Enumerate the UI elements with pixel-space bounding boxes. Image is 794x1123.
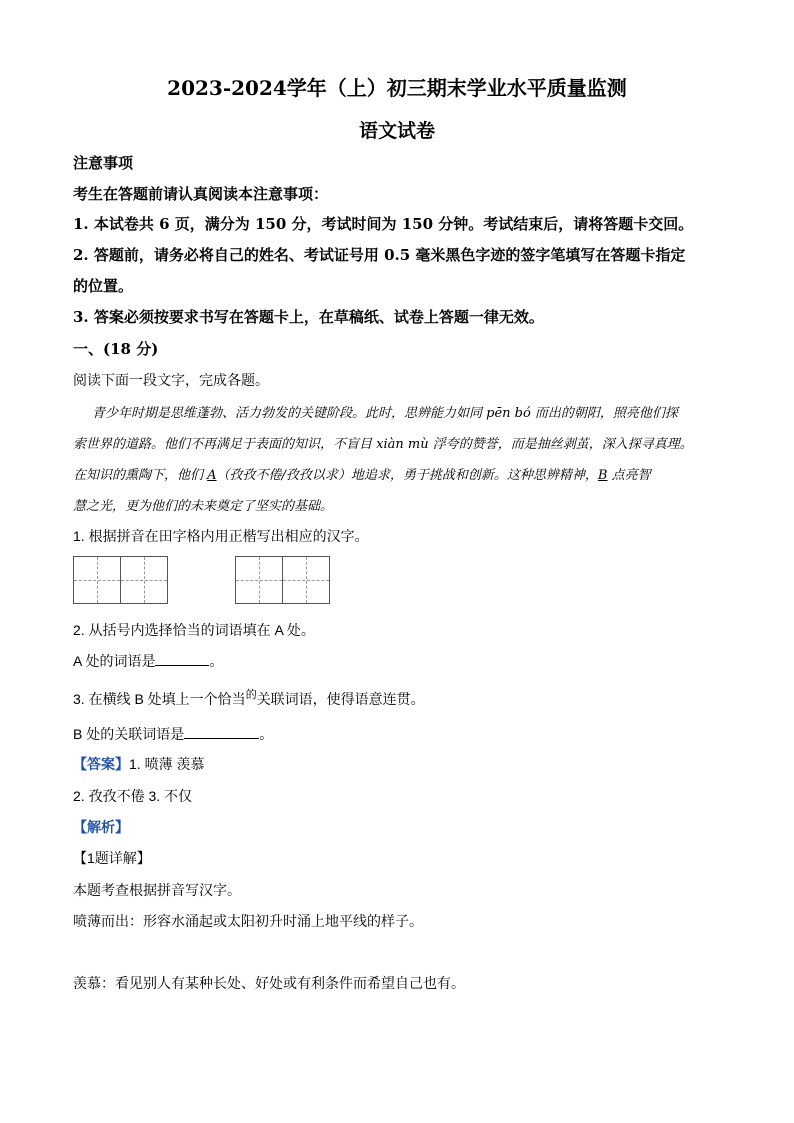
question-3-answer-end: 。 (259, 726, 274, 742)
section-1-instruction: 阅读下面一段文字，完成各题。 (73, 372, 269, 388)
analysis-line-1: 本题考查根据拼音写汉字。 (73, 882, 241, 898)
answer-line-1-text: 1. 喷薄 羡慕 (129, 756, 205, 772)
analysis-q1-detail-label: 【1题详解】 (73, 850, 151, 866)
notice-heading: 注意事项 (73, 154, 134, 172)
question-3-end: 关联词语，使得语意连贯。 (256, 691, 425, 707)
analysis-line-2: 喷薄而出：形容水涌起或太阳初升时涌上地平线的样子。 (73, 913, 423, 929)
section-1-heading: 一、(18 分) (73, 340, 159, 358)
question-3-answer-label: B 处的关联词语是 (73, 726, 185, 742)
question-2-answer-end: 。 (209, 653, 224, 669)
answer-line-2: 2. 孜孜不倦 3. 不仅 (73, 788, 193, 804)
analysis-label: 【解析】 (73, 819, 129, 835)
grid-cell[interactable] (73, 556, 121, 604)
passage-line-2: 索世界的道路。他们不再满足于表面的知识，不盲目 xiàn mù 浮夸的赞誉，而是抽丝剥茧，深入探寻真理。 (73, 437, 693, 452)
writing-grid-2[interactable] (235, 556, 329, 604)
grid-cell[interactable] (120, 556, 168, 604)
blank-marker-b: B (597, 468, 608, 483)
passage-line-3-middle: （孜孜不倦/孜孜以求）地追求，勇于挑战和创新。这种思辨精神， (216, 468, 598, 483)
passage-line-3 (73, 464, 651, 483)
blank-marker-a: A (207, 468, 217, 483)
answer-blank-b[interactable] (184, 724, 259, 739)
question-3-answer-line (73, 724, 273, 744)
notice-item-2-line-1: 2. 答题前，请务必将自己的姓名、考试证号用 0.5 毫米黑色字迹的签字笔填写在答题卡指定 (73, 246, 686, 264)
notice-item-3: 3. 答案必须按要求书写在答题卡上，在草稿纸、试卷上答题一律无效。 (73, 308, 544, 326)
question-1: 1. 根据拼音在田字格内用正楷写出相应的汉字。 (73, 528, 369, 544)
notice-intro: 考生在答题前请认真阅读本注意事项： (73, 185, 329, 203)
exam-title: 2023-2024学年（上）初三期末学业水平质量监测 (167, 76, 627, 100)
passage-line-3-end: 点亮智 (607, 468, 651, 483)
answer-label: 【答案】 (73, 756, 129, 772)
passage-line-1: 青少年时期是思维蓬勃、活力勃发的关键阶段。此时，思辨能力如同 pēn bó 而出的朝阳，照亮他们探 (92, 406, 678, 421)
exam-subtitle: 语文试卷 (358, 120, 435, 142)
question-2-answer-line (73, 651, 223, 671)
question-3-superscript: 的 (245, 689, 257, 701)
question-3-start: 3. 在横线 B 处填上一个恰当 (73, 691, 246, 707)
passage-line-4: 慧之光，更为他们的未来奠定了坚实的基础。 (73, 499, 334, 514)
question-2-answer-label: A 处的词语是 (73, 653, 156, 669)
grid-cell[interactable] (235, 556, 283, 604)
writing-grid-1[interactable] (73, 556, 167, 604)
passage-line-3-start: 在知识的熏陶下，他们 (73, 468, 208, 483)
notice-item-1: 1. 本试卷共 6 页，满分为 150 分，考试时间为 150 分钟。考试结束后，请将答题卡交回。 (73, 215, 694, 233)
answer-blank-a[interactable] (155, 651, 209, 666)
question-2: 2. 从括号内选择恰当的词语填在 A 处。 (73, 622, 315, 638)
grid-cell[interactable] (282, 556, 330, 604)
question-3 (73, 689, 425, 709)
analysis-line-3: 羡慕：看见别人有某种长处、好处或有利条件而希望自己也有。 (73, 975, 465, 991)
notice-item-2-line-2: 的位置。 (73, 277, 134, 295)
answer-line-1 (73, 754, 204, 774)
